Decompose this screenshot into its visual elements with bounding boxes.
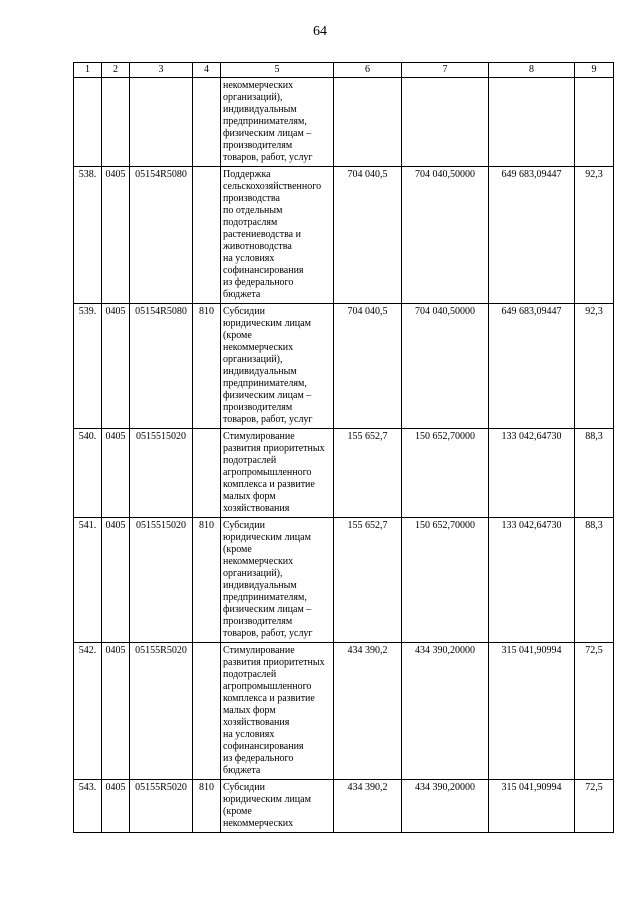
expense-type-cell <box>193 643 221 780</box>
row-number-cell: 540. <box>74 429 102 518</box>
row-number-cell: 543. <box>74 780 102 833</box>
header-cell: 3 <box>130 63 193 78</box>
execution-percent-cell: 88,3 <box>575 429 614 518</box>
header-cell: 9 <box>575 63 614 78</box>
table-row <box>74 167 614 304</box>
table-row <box>74 78 614 167</box>
row-number-cell <box>74 78 102 167</box>
item-name-cell: Субсидии юридическим лицам (кроме некоммерческих организаций), индивидуальным предпринимателям, физическим лицам – производителям товаров, работ, услуг <box>221 304 334 429</box>
expense-type-cell: 810 <box>193 518 221 643</box>
executed-amount-cell <box>489 78 575 167</box>
section-code-cell: 0405 <box>102 780 130 833</box>
header-cell: 1 <box>74 63 102 78</box>
table-row <box>74 304 614 429</box>
item-name-cell: Субсидии юридическим лицам (кроме некоммерческих <box>221 780 334 833</box>
approved-amount-cell: 434 390,2 <box>334 780 402 833</box>
execution-percent-cell <box>575 78 614 167</box>
executed-amount-cell: 133 042,64730 <box>489 518 575 643</box>
item-name-cell: некоммерческих организаций), индивидуальным предпринимателям, физическим лицам – производителям товаров, работ, услуг <box>221 78 334 167</box>
item-name-cell: Поддержка сельскохозяйственного производства по отдельным подотраслям растениеводства и животноводства на условиях софинансирования из федерального бюджета <box>221 167 334 304</box>
row-number-cell: 538. <box>74 167 102 304</box>
item-name-cell: Стимулирование развития приоритетных подотраслей агропромышленного комплекса и развитие малых форм хозяйствования <box>221 429 334 518</box>
refined-amount-cell: 704 040,50000 <box>402 167 489 304</box>
approved-amount-cell: 155 652,7 <box>334 429 402 518</box>
budget-table <box>73 62 614 833</box>
header-cell: 4 <box>193 63 221 78</box>
execution-percent-cell: 92,3 <box>575 304 614 429</box>
refined-amount-cell: 150 652,70000 <box>402 429 489 518</box>
row-number-cell: 542. <box>74 643 102 780</box>
section-code-cell: 0405 <box>102 167 130 304</box>
table-body <box>74 63 614 833</box>
refined-amount-cell: 434 390,20000 <box>402 780 489 833</box>
expense-type-cell <box>193 429 221 518</box>
expense-type-cell <box>193 78 221 167</box>
header-cell: 7 <box>402 63 489 78</box>
row-number-cell: 541. <box>74 518 102 643</box>
executed-amount-cell: 649 683,09447 <box>489 304 575 429</box>
refined-amount-cell <box>402 78 489 167</box>
header-cell: 6 <box>334 63 402 78</box>
table-row <box>74 780 614 833</box>
approved-amount-cell: 434 390,2 <box>334 643 402 780</box>
approved-amount-cell: 704 040,5 <box>334 304 402 429</box>
target-article-cell: 05154R5080 <box>130 167 193 304</box>
expense-type-cell: 810 <box>193 304 221 429</box>
target-article-cell: 05155R5020 <box>130 643 193 780</box>
target-article-cell: 05155R5020 <box>130 780 193 833</box>
item-name-cell: Стимулирование развития приоритетных подотраслей агропромышленного комплекса и развитие малых форм хозяйствования на условиях софинансирования из федерального бюджета <box>221 643 334 780</box>
refined-amount-cell: 704 040,50000 <box>402 304 489 429</box>
executed-amount-cell: 649 683,09447 <box>489 167 575 304</box>
approved-amount-cell <box>334 78 402 167</box>
section-code-cell: 0405 <box>102 304 130 429</box>
table-header-row <box>74 63 614 78</box>
section-code-cell: 0405 <box>102 518 130 643</box>
approved-amount-cell: 155 652,7 <box>334 518 402 643</box>
executed-amount-cell: 315 041,90994 <box>489 780 575 833</box>
execution-percent-cell: 72,5 <box>575 643 614 780</box>
table-row <box>74 429 614 518</box>
page-number: 64 <box>313 24 327 39</box>
execution-percent-cell: 88,3 <box>575 518 614 643</box>
header-cell: 2 <box>102 63 130 78</box>
target-article-cell <box>130 78 193 167</box>
row-number-cell: 539. <box>74 304 102 429</box>
execution-percent-cell: 92,3 <box>575 167 614 304</box>
executed-amount-cell: 133 042,64730 <box>489 429 575 518</box>
expense-type-cell: 810 <box>193 780 221 833</box>
table-row <box>74 518 614 643</box>
expense-type-cell <box>193 167 221 304</box>
item-name-cell: Субсидии юридическим лицам (кроме некоммерческих организаций), индивидуальным предпринимателям, физическим лицам – производителям товаров, работ, услуг <box>221 518 334 643</box>
target-article-cell: 05154R5080 <box>130 304 193 429</box>
header-cell: 5 <box>221 63 334 78</box>
refined-amount-cell: 434 390,20000 <box>402 643 489 780</box>
header-cell: 8 <box>489 63 575 78</box>
target-article-cell: 0515515020 <box>130 429 193 518</box>
section-code-cell: 0405 <box>102 429 130 518</box>
section-code-cell: 0405 <box>102 643 130 780</box>
table-row <box>74 643 614 780</box>
target-article-cell: 0515515020 <box>130 518 193 643</box>
refined-amount-cell: 150 652,70000 <box>402 518 489 643</box>
section-code-cell <box>102 78 130 167</box>
executed-amount-cell: 315 041,90994 <box>489 643 575 780</box>
execution-percent-cell: 72,5 <box>575 780 614 833</box>
approved-amount-cell: 704 040,5 <box>334 167 402 304</box>
